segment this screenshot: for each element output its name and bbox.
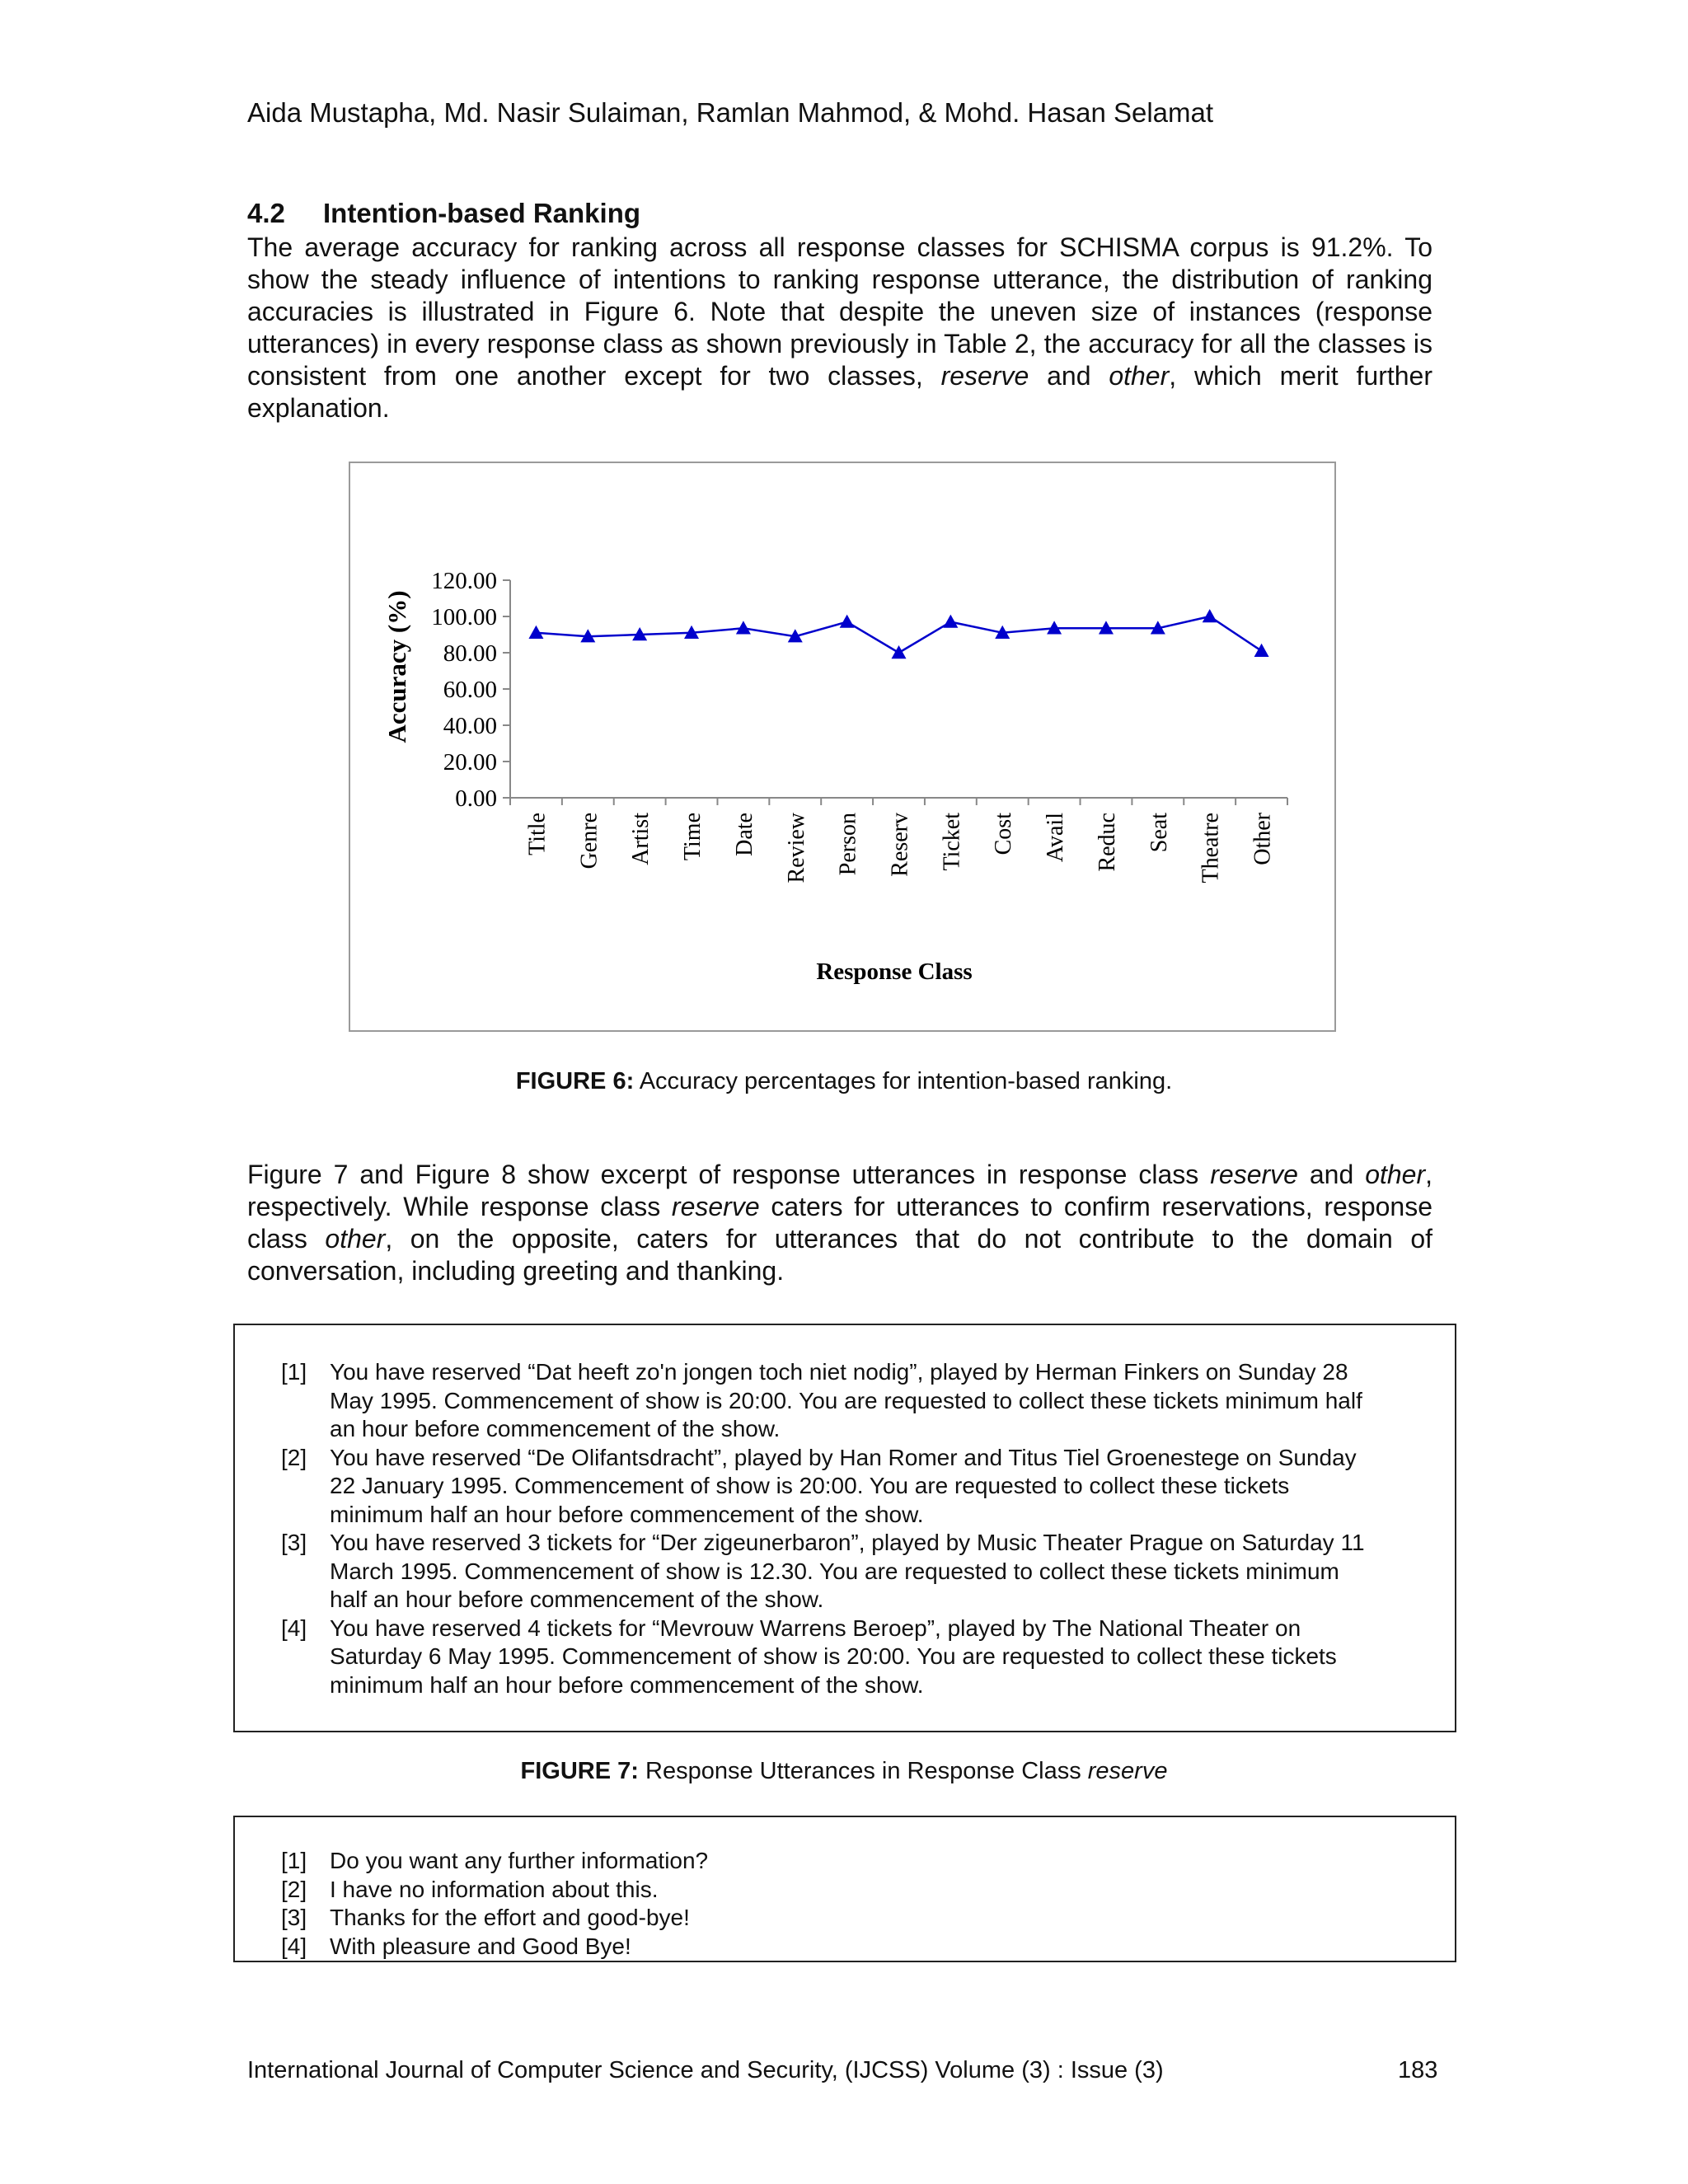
figure-7-box <box>233 1324 1456 1732</box>
x-tick-label-seat: Seat <box>1146 812 1172 853</box>
x-tick-label-theatre: Theatre <box>1198 813 1224 883</box>
item-number: [1] <box>281 1359 307 1385</box>
x-tick-label-reserv: Reserv <box>887 813 913 877</box>
para2-text-e: , on the opposite, caters for utterances that do not contribute to the domain of conversation, including greeting and thanking. <box>247 1224 1433 1286</box>
list-item <box>281 1904 1372 1933</box>
x-tick-label-avail: Avail <box>1043 813 1069 863</box>
y-tick-label: 60.00 <box>443 677 497 703</box>
item-text: You have reserved “Dat heeft zo'n jongen toch niet nodig”, played by Herman Finkers on Sunday 28 May 1995. Commencement of show is 20:00. You are requested to collect these tickets minimum half an hour before commencement of the show. <box>330 1359 1362 1441</box>
chart-axes <box>503 580 1287 805</box>
list-item <box>281 1529 1372 1615</box>
item-text: You have reserved 3 tickets for “Der zigeunerbaron”, played by Music Theater Prague on Saturday 11 March 1995. Commencement of show is 12.30. You are requested to collect these tickets minimum half an hour before commencement of the show. <box>330 1530 1365 1612</box>
figure-6-caption-label: FIGURE 6: <box>515 1068 635 1094</box>
x-tick-label-artist: Artist <box>628 813 654 865</box>
x-axis-label: Response Class <box>816 958 973 985</box>
paragraph-intro <box>247 232 1432 424</box>
item-number: [1] <box>281 1848 307 1873</box>
item-number: [3] <box>281 1530 307 1555</box>
x-tick-label-ticket: Ticket <box>939 813 965 871</box>
x-tick-label-cost: Cost <box>991 813 1017 855</box>
marker-date <box>736 621 751 634</box>
item-text: You have reserved 4 tickets for “Mevrouw Warrens Beroep”, played by The National Theater on Saturday 6 May 1995. Commencement of show is 20:00. You are requested to collect these tickets minimum half an hour before commencement of the show. <box>330 1615 1337 1698</box>
figure-7-list <box>281 1358 1372 1699</box>
x-tick-label-genre: Genre <box>576 813 603 869</box>
para1-text-b: and <box>1029 361 1109 391</box>
section-title-text: Intention-based Ranking <box>323 198 641 228</box>
marker-ticket <box>943 615 958 628</box>
item-text: With pleasure and Good Bye! <box>330 1933 631 1959</box>
marker-other <box>1254 644 1269 657</box>
para2-italic-3: reserve <box>671 1192 760 1221</box>
y-tick-label: 0.00 <box>455 785 497 812</box>
figure-6-caption <box>0 1068 1688 1095</box>
list-item <box>281 1358 1372 1444</box>
figure-7-caption-label: FIGURE 7: <box>520 1758 639 1784</box>
y-tick-label: 120.00 <box>431 568 497 594</box>
figure-8-list <box>281 1847 1372 1961</box>
list-item <box>281 1615 1372 1700</box>
item-text: I have no information about this. <box>330 1876 659 1902</box>
para2-text-a: Figure 7 and Figure 8 show excerpt of response utterances in response class <box>247 1160 1211 1189</box>
para2-text-b: and <box>1297 1160 1366 1189</box>
item-number: [3] <box>281 1905 307 1930</box>
para2-italic-2: other <box>1365 1160 1426 1189</box>
para1-italic-reserve: reserve <box>940 361 1029 391</box>
figure-7-caption <box>0 1758 1688 1785</box>
page-number: 183 <box>1398 2057 1438 2083</box>
para1-italic-other: other <box>1109 361 1170 391</box>
item-number: [4] <box>281 1933 307 1959</box>
figure-7-caption-text: Response Utterances in Response Class <box>638 1758 1088 1784</box>
figure-6-caption-text: Accuracy percentages for intention-based ranking. <box>634 1068 1173 1094</box>
marker-person <box>840 615 855 628</box>
para2-italic-4: other <box>325 1224 386 1254</box>
figure-6-chart-frame <box>349 462 1336 1032</box>
y-tick-label: 40.00 <box>443 713 497 739</box>
x-tick-label-reduc: Reduc <box>1094 813 1120 872</box>
x-tick-labels <box>524 812 1275 883</box>
list-item <box>281 1847 1372 1876</box>
section-number: 4.2 <box>247 198 285 228</box>
section-heading <box>247 198 640 229</box>
figure-7-caption-italic: reserve <box>1087 1758 1168 1784</box>
x-tick-label-title: Title <box>524 813 551 855</box>
running-header: Aida Mustapha, Md. Nasir Sulaiman, Ramlan Mahmod, & Mohd. Hasan Selamat <box>247 97 1214 128</box>
x-tick-label-other: Other <box>1250 813 1276 865</box>
x-tick-label-time: Time <box>680 813 706 861</box>
accuracy-line-chart <box>350 463 1334 1030</box>
item-text: Do you want any further information? <box>330 1848 709 1873</box>
x-tick-label-person: Person <box>835 813 861 876</box>
para1-text-c: , which merit further explanation. <box>247 361 1433 423</box>
y-tick-labels <box>431 568 497 812</box>
marker-reserv <box>892 645 907 658</box>
y-tick-label: 100.00 <box>431 604 497 630</box>
y-tick-label: 20.00 <box>443 749 497 776</box>
series-markers <box>528 609 1268 658</box>
para2-text-d: caters for utterances to confirm reservations, response class <box>247 1192 1433 1254</box>
marker-theatre <box>1203 609 1217 622</box>
item-number: [4] <box>281 1615 307 1641</box>
item-text: Thanks for the effort and good-bye! <box>330 1905 690 1930</box>
list-item <box>281 1444 1372 1530</box>
figure-8-box <box>233 1816 1456 1962</box>
x-tick-label-date: Date <box>731 813 757 856</box>
item-text: You have reserved “De Olifantsdracht”, played by Han Romer and Titus Tiel Groenestege on Sunday 22 January 1995. Commencement of show is 20:00. You are requested to collect these tickets minimum half an hour before commencement of the show. <box>330 1444 1357 1527</box>
para2-italic-1: reserve <box>1210 1160 1298 1189</box>
y-tick-label: 80.00 <box>443 640 497 667</box>
list-item <box>281 1876 1372 1905</box>
item-number: [2] <box>281 1444 307 1470</box>
y-axis-label: Accuracy (%) <box>382 590 411 743</box>
item-number: [2] <box>281 1876 307 1902</box>
para2-text-c: , respectively. While response class <box>247 1160 1433 1221</box>
para1-text-a: The average accuracy for ranking across all response classes for SCHISMA corpus is 91.2%. To show the steady influence of intentions to ranking response utterance, the distribution of ranking accuracies is illustrated in Figure 6. Note that despite the uneven size of instances (response utterances) in every response class as shown previously in Table 2, the accuracy for all the classes is consistent from one another except for two classes, <box>247 232 1432 391</box>
marker-title <box>528 626 543 639</box>
x-tick-label-review: Review <box>783 813 809 883</box>
footer-journal: International Journal of Computer Science and Security, (IJCSS) Volume (3) : Issue (3) <box>247 2057 1164 2083</box>
paragraph-figures-7-8 <box>247 1159 1432 1287</box>
list-item <box>281 1933 1372 1961</box>
